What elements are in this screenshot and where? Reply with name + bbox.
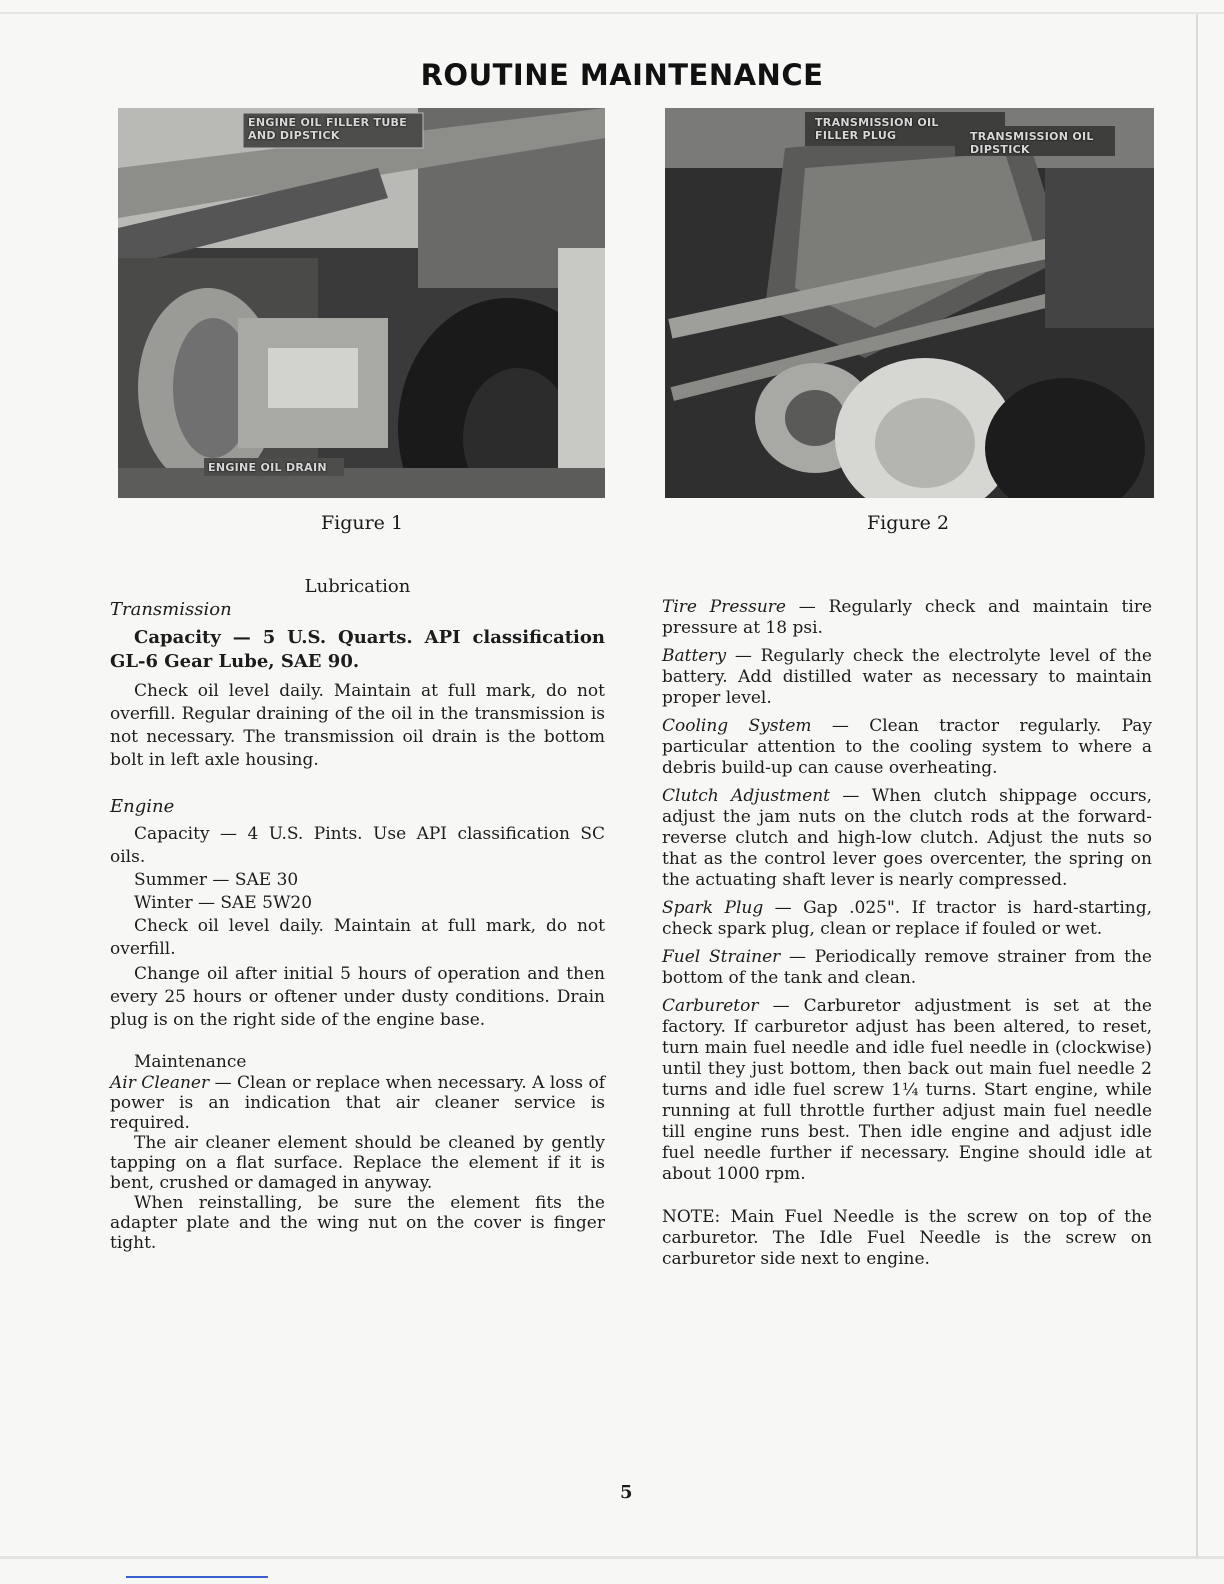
- cooling-term: Cooling System: [662, 716, 812, 736]
- carburetor-text: — Carburetor adjustment is set at the factory. If carburetor adjust has been altered, to reset, turn main fuel needle and idle fuel needle in (clockwise) until they just bottom, then back out main fuel needle 2 turns and idle fuel screw 1¼ turns. Start engine, while running at full throttle further adjust main fuel needle till engine runs best. Then idle engine and adjust idle fuel needle further if necessary. Engine should idle at about 1000 rpm.: [662, 996, 1152, 1184]
- right-column: [662, 597, 1152, 1270]
- fuel-strainer-term: Fuel Strainer: [662, 947, 781, 967]
- battery-term: Battery: [662, 646, 727, 666]
- air-cleaner-text: — Clean or replace when necessary. A loss of power is an indication that air cleaner service is required.: [110, 1073, 605, 1133]
- figure-1-label-filler: ENGINE OIL FILLER TUBE AND DIPSTICK: [248, 116, 408, 142]
- transmission-capacity: Capacity — 5 U.S. Quarts. API classification GL-6 Gear Lube, SAE 90.: [110, 627, 605, 672]
- figure-2-label-filler-plug: TRANSMISSION OIL FILLER PLUG: [815, 116, 939, 142]
- maintenance-title: Maintenance: [134, 1052, 247, 1072]
- transmission-text: Check oil level daily. Maintain at full mark, do not overfill. Regular draining of the oil in the transmission is not necessary. The transmission oil drain is the bottom bolt in left axle housing.: [110, 681, 605, 770]
- figure-1-label-drain: ENGINE OIL DRAIN: [208, 461, 327, 474]
- clutch-term: Clutch Adjustment: [662, 786, 830, 806]
- engine-capacity: Capacity — 4 U.S. Pints. Use API classification SC oils.: [110, 824, 605, 867]
- tire-pressure-text: — Regularly check and maintain tire pressure at 18 psi.: [662, 597, 1153, 638]
- spark-plug-text: — Gap .025". If tractor is hard-starting, check spark plug, clean or replace if fouled or wet.: [662, 898, 1153, 939]
- figure-2-photo: [665, 108, 1154, 498]
- figure-1-caption: Figure 1: [320, 512, 404, 534]
- tire-pressure-term: Tire Pressure: [662, 597, 786, 617]
- clutch-para: [662, 786, 1152, 891]
- cooling-para: [662, 716, 1152, 779]
- engine-change: Change oil after initial 5 hours of operation and then every 25 hours or oftener under dusty conditions. Drain plug is on the right side of the engine base.: [110, 964, 605, 1030]
- figure-1-photo: [118, 108, 605, 498]
- page-edge-bottom: [0, 1556, 1224, 1559]
- air-cleaner-para: [110, 1073, 605, 1133]
- carburetor-para: [662, 996, 1152, 1185]
- page-edge-right: [1196, 14, 1198, 1559]
- carburetor-term: Carburetor: [662, 996, 759, 1016]
- page-number: 5: [620, 1482, 633, 1503]
- scan-artifact-line: [126, 1576, 268, 1578]
- left-column: [110, 576, 605, 1253]
- oil-summer: Summer — SAE 30: [134, 870, 299, 890]
- fuel-strainer-para: [662, 947, 1152, 989]
- fuel-strainer-text: — Periodically remove strainer from the bottom of the tank and clean.: [662, 947, 1152, 988]
- cooling-text: — Clean tractor regularly. Pay particular attention to the cooling system to where a debris build-up can cause overheating.: [662, 716, 1153, 778]
- air-cleaner-term: Air Cleaner: [110, 1073, 210, 1093]
- oil-winter: Winter — SAE 5W20: [134, 893, 313, 913]
- figure-2-caption: Figure 2: [866, 512, 950, 534]
- tire-pressure-para: [662, 597, 1152, 639]
- figure-2-label-dipstick: TRANSMISSION OIL DIPSTICK: [970, 130, 1094, 156]
- battery-text: — Regularly check the electrolyte level of the battery. Add distilled water as necessary to maintain proper level.: [662, 646, 1152, 708]
- spark-plug-para: [662, 898, 1152, 940]
- air-cleaner-p2: The air cleaner element should be cleaned by gently tapping on a flat surface. Replace the element if it is bent, crushed or damaged in anyway.: [110, 1133, 605, 1193]
- battery-para: [662, 646, 1152, 709]
- page-title: ROUTINE MAINTENANCE: [420, 58, 824, 92]
- transmission-heading: Transmission: [110, 599, 232, 620]
- engine-heading: Engine: [110, 796, 175, 817]
- engine-check: Check oil level daily. Maintain at full mark, do not overfill.: [110, 916, 605, 959]
- clutch-text: — When clutch shippage occurs, adjust the jam nuts on the clutch rods at the forward-reverse clutch and high-low clutch. Adjust the nuts so that as the control lever goes overcenter, the spring on the actuating shaft lever is nearly compressed.: [662, 786, 1152, 890]
- note-para: NOTE: Main Fuel Needle is the screw on top of the carburetor. The Idle Fuel Needle is the screw on carburetor side next to engine.: [662, 1207, 1152, 1269]
- page-edge-top: [0, 12, 1224, 14]
- lubrication-title: Lubrication: [304, 576, 411, 597]
- spark-plug-term: Spark Plug: [662, 898, 764, 918]
- air-cleaner-p3: When reinstalling, be sure the element fits the adapter plate and the wing nut on the cover is finger tight.: [110, 1193, 605, 1253]
